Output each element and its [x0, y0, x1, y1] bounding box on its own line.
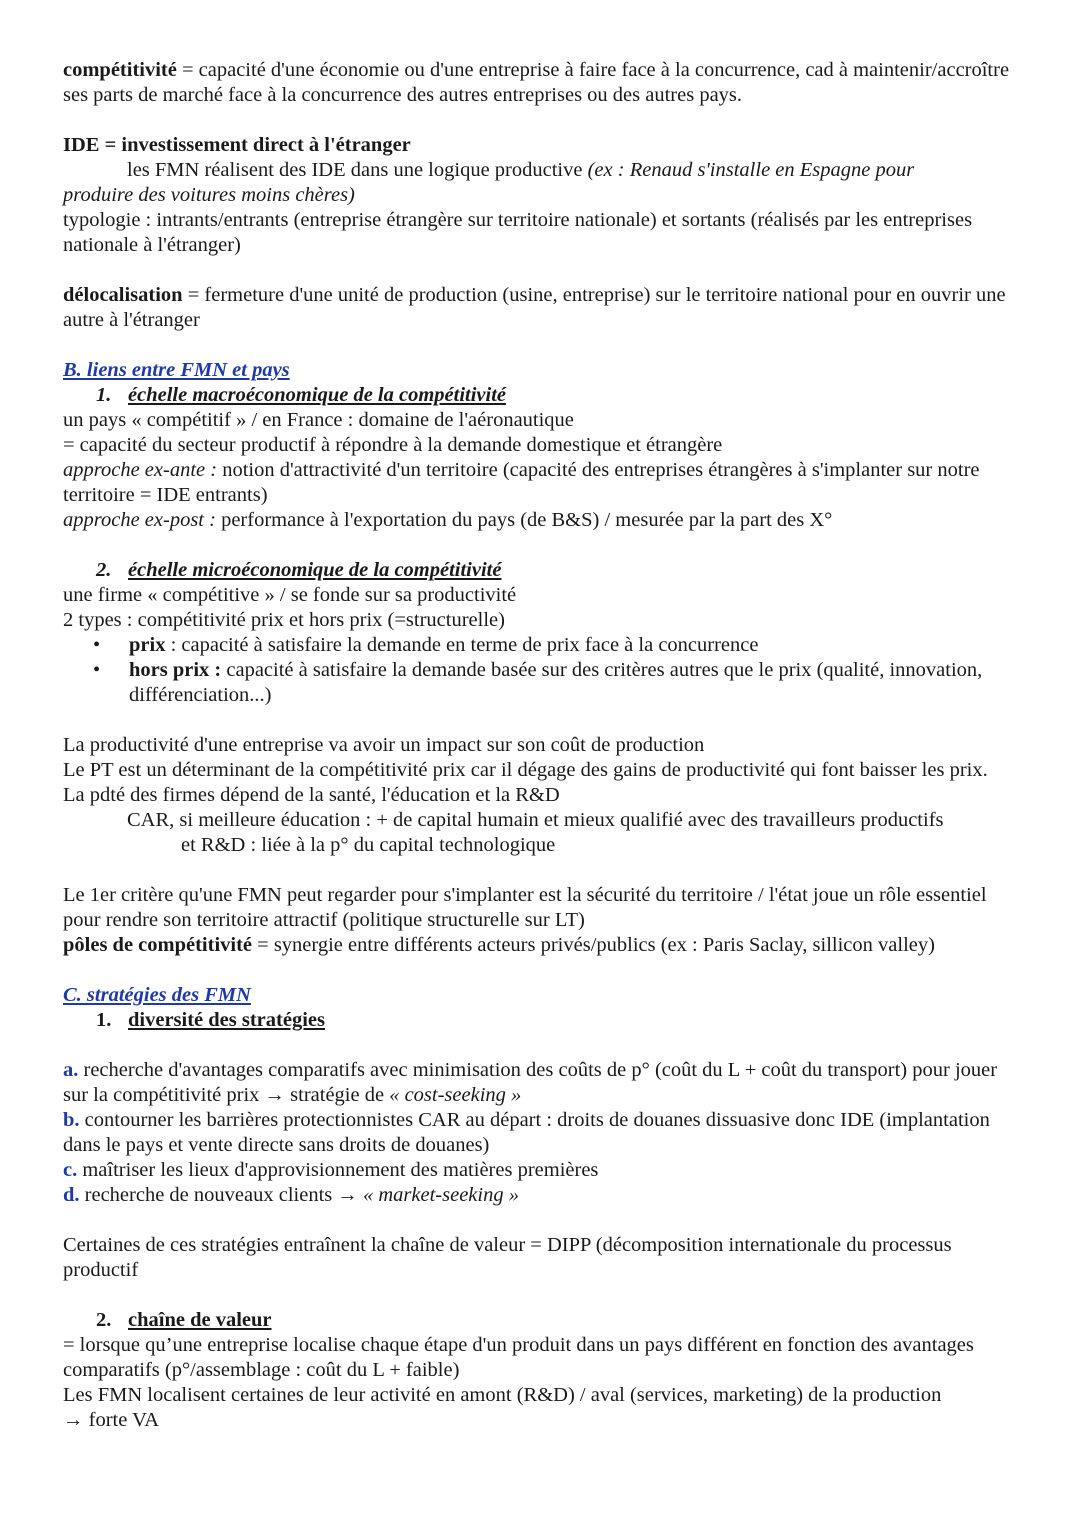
text-line: La productivité d'une entreprise va avoir un impact sur son coût de production — [63, 734, 705, 756]
strategy-letter: a. — [63, 1059, 79, 1081]
list-item — [63, 658, 1020, 708]
strategy-text: maîtriser les lieux d'approvisionnement des matières premières — [77, 1159, 599, 1181]
text-line: un pays « compétitif » / en France : domaine de l'aéronautique — [63, 409, 574, 431]
definition-poles — [63, 933, 1020, 958]
term-competitivite: compétitivité — [63, 59, 177, 81]
ide-title — [63, 133, 1020, 158]
text-line: une firme « compétitive » / se fonde sur sa productivité — [63, 584, 517, 606]
text-line: Les FMN localisent certaines de leur activité en amont (R&D) / aval (services, marketing) de la production — [63, 1384, 942, 1406]
text-line: et R&D : liée à la p° du capital technologique — [181, 834, 556, 856]
section-c-title: C. stratégies des FMN — [63, 984, 251, 1006]
approche-ex-post — [63, 508, 1020, 533]
text-line: Le PT est un déterminant de la compétitivité prix car il dégage des gains de productivité qui font baisser les prix. — [63, 759, 988, 781]
list-item-term: hors prix : — [129, 659, 222, 681]
text-line: 2 types : compétitivité prix et hors prix (=structurelle) — [63, 609, 505, 631]
strategy-text: contourner les barrières protectionnistes CAR au départ : droits de douanes dissuasive donc IDE (implantation dans le pays et vente directe sans droits de douanes) — [63, 1109, 990, 1156]
approche-ex-ante — [63, 458, 1020, 508]
definition-text: = synergie entre différents acteurs privés/publics (ex : Paris Saclay, sillicon valley) — [252, 934, 935, 956]
subsection-number: 2. — [96, 1309, 112, 1331]
ide-heading: IDE = investissement direct à l'étranger — [63, 134, 411, 156]
approche-text: notion d'attractivité d'un territoire (capacité des entreprises étrangères à s'implanter sur notre territoire = IDE entrants) — [63, 459, 980, 506]
term-delocalisation: délocalisation — [63, 284, 183, 306]
term-poles: pôles de compétitivité — [63, 934, 253, 956]
subsection-c2-title — [63, 1308, 1020, 1333]
subsection-number: 1. — [96, 1009, 112, 1031]
subsection-number: 2. — [96, 559, 112, 581]
text-line: La pdté des firmes dépend de la santé, l'éducation et la R&D — [63, 784, 560, 806]
ide-typologie: typologie : intrants/entrants (entreprise étrangère sur territoire nationale) et sortants (réalisés par les entreprises nationale à l'étranger) — [63, 209, 973, 256]
subsection-b1-title — [63, 383, 1020, 408]
strategy-term: « market-seeking » — [363, 1184, 519, 1206]
competitivite-types-list — [63, 633, 1020, 708]
list-item-term: prix — [129, 634, 166, 656]
approche-label: approche ex-post : — [63, 509, 216, 531]
subsection-title: échelle microéconomique de la compétitivité — [128, 559, 502, 581]
subsection-b2-title — [63, 558, 1020, 583]
strategy-letter: b. — [63, 1109, 80, 1131]
list-item — [63, 633, 1020, 658]
subsection-number: 1. — [96, 384, 112, 406]
strategy-term: « cost-seeking » — [389, 1084, 522, 1106]
definition-competitivite — [63, 58, 1020, 108]
strategy-text: recherche de nouveaux clients → — [79, 1184, 363, 1206]
definition-delocalisation — [63, 283, 1020, 333]
ide-text: les FMN réalisent des IDE dans une logique productive — [127, 159, 588, 181]
strategy-text: recherche d'avantages comparatifs avec minimisation des coûts de p° (coût du L + coût du transport) pour jouer sur la compétitivité prix → stratégie de — [63, 1059, 998, 1106]
text-line: = lorsque qu’une entreprise localise chaque étape d'un produit dans un pays différent en fonction des avantages comparatifs (p°/assemblage : coût du L + faible) — [63, 1334, 974, 1381]
subsection-title: chaîne de valeur — [128, 1309, 272, 1331]
definition-text: = capacité d'une économie ou d'une entreprise à faire face à la concurrence, cad à maintenir/accroître ses parts de marché face à la concurrence des autres entreprises ou des autres pays. — [63, 59, 1010, 106]
strategy-letter: d. — [63, 1184, 80, 1206]
text-line: → forte VA — [63, 1409, 160, 1431]
strategy-d — [63, 1183, 1020, 1208]
approche-label: approche ex-ante : — [63, 459, 218, 481]
text-line: Certaines de ces stratégies entraînent la chaîne de valeur = DIPP (décomposition internationale du processus productif — [63, 1234, 952, 1281]
strategy-letter: c. — [63, 1159, 78, 1181]
definition-text: = fermeture d'une unité de production (usine, entreprise) sur le territoire national pour en ouvrir une autre à l'étranger — [63, 284, 1006, 331]
text-line: CAR, si meilleure éducation : + de capital humain et mieux qualifié avec des travailleurs productifs — [127, 809, 944, 831]
subsection-title: échelle macroéconomique de la compétitivité — [128, 384, 507, 406]
ide-example-cont: produire des voitures moins chères) — [63, 184, 355, 206]
approche-text: performance à l'exportation du pays (de B&S) / mesurée par la part des X° — [215, 509, 833, 531]
list-item-text: : capacité à satisfaire la demande en terme de prix face à la concurrence — [165, 634, 759, 656]
ide-line — [63, 158, 1020, 183]
ide-example: (ex : Renaud s'installe en Espagne pour — [587, 159, 915, 181]
strategy-c — [63, 1158, 1020, 1183]
section-b-title: B. liens entre FMN et pays — [63, 359, 290, 381]
list-item-text: capacité à satisfaire la demande basée sur des critères autres que le prix (qualité, innovation, différenciation...) — [129, 659, 983, 706]
subsection-c1-title — [63, 1008, 1020, 1033]
strategy-a — [63, 1058, 1020, 1108]
subsection-title: diversité des stratégies — [128, 1009, 325, 1031]
text-line: Le 1er critère qu'une FMN peut regarder pour s'implanter est la sécurité du territoire / l'état joue un rôle essentiel pour rendre son territoire attractif (politique structurelle sur LT) — [63, 884, 987, 931]
ide-line — [63, 183, 1020, 208]
text-line: = capacité du secteur productif à répondre à la demande domestique et étrangère — [63, 434, 723, 456]
strategy-b — [63, 1108, 1020, 1158]
